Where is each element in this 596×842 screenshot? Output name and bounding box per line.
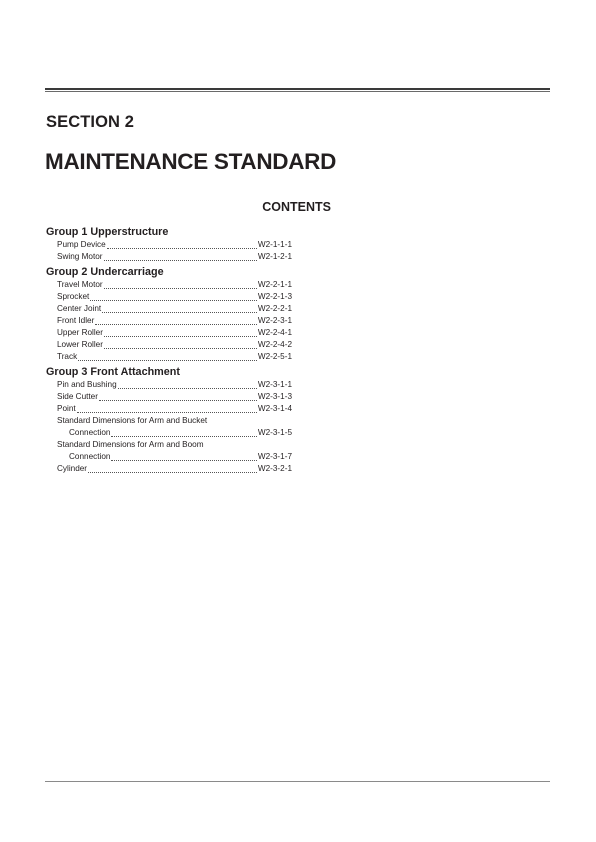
header-rule-thin: [45, 91, 550, 92]
dot-leader: [118, 382, 257, 389]
dot-leader: [102, 306, 257, 313]
entry-label: Track: [57, 352, 78, 361]
contents-heading: CONTENTS: [262, 200, 331, 214]
toc-group-3: [46, 366, 292, 475]
entry-page: W2-1-2-1: [257, 252, 292, 261]
dot-leader: [104, 342, 257, 349]
dot-leader: [90, 294, 257, 301]
toc-entry-upper-roller[interactable]: [46, 327, 292, 339]
dot-leader: [77, 406, 257, 413]
entry-page: W2-3-1-5: [257, 428, 292, 437]
toc-entry-sprocket[interactable]: [46, 291, 292, 303]
toc-entry-side-cutter[interactable]: [46, 391, 292, 403]
entry-label: Center Joint: [57, 304, 102, 313]
entry-page: W2-3-2-1: [257, 464, 292, 473]
entry-page: W2-2-4-1: [257, 328, 292, 337]
entry-label: Pump Device: [57, 240, 106, 249]
toc-entry-front-idler[interactable]: [46, 315, 292, 327]
dot-leader: [107, 242, 257, 249]
entry-label: Upper Roller: [57, 328, 103, 337]
table-of-contents: [46, 226, 292, 475]
dot-leader: [95, 318, 257, 325]
footer-rule: [45, 781, 550, 782]
entry-page: W2-2-5-1: [257, 352, 292, 361]
group-title: Group 2 Undercarriage: [46, 266, 164, 278]
page-title: MAINTENANCE STANDARD: [45, 149, 337, 174]
toc-entry-pin-and-bushing[interactable]: [46, 379, 292, 391]
toc-entry-arm-bucket-connection[interactable]: [46, 427, 292, 439]
entry-page: W2-2-2-1: [257, 304, 292, 313]
entry-label: Cylinder: [57, 464, 88, 473]
entry-label: Front Idler: [57, 316, 95, 325]
dot-leader: [104, 330, 257, 337]
entry-page: W2-2-4-2: [257, 340, 292, 349]
dot-leader: [104, 254, 257, 261]
toc-entry-lower-roller[interactable]: [46, 339, 292, 351]
toc-entry-arm-bucket-dimensions[interactable]: [46, 415, 292, 427]
dot-leader: [111, 454, 256, 461]
group-title: Group 3 Front Attachment: [46, 366, 180, 378]
section-label: SECTION 2: [46, 113, 135, 131]
entry-label-continued: Connection: [69, 452, 111, 461]
header-rule: [45, 88, 550, 90]
entry-label: Standard Dimensions for Arm and Bucket: [57, 416, 208, 425]
entry-label: Sprocket: [57, 292, 90, 301]
entry-page: W2-2-3-1: [257, 316, 292, 325]
entry-page: W2-3-1-4: [257, 404, 292, 413]
entry-label: Standard Dimensions for Arm and Boom: [57, 440, 204, 449]
toc-entry-arm-boom-connection[interactable]: [46, 451, 292, 463]
dot-leader: [104, 282, 257, 289]
toc-entry-arm-boom-dimensions[interactable]: [46, 439, 292, 451]
entry-label: Point: [57, 404, 76, 413]
toc-entry-pump-device[interactable]: [46, 239, 292, 251]
toc-entry-cylinder[interactable]: [46, 463, 292, 475]
entry-label: Side Cutter: [57, 392, 98, 401]
toc-entry-swing-motor[interactable]: [46, 251, 292, 263]
group-title: Group 1 Upperstructure: [46, 226, 169, 238]
entry-label: Swing Motor: [57, 252, 103, 261]
entry-label: Travel Motor: [57, 280, 103, 289]
entry-label: Lower Roller: [57, 340, 103, 349]
entry-page: W2-1-1-1: [257, 240, 292, 249]
entry-page: W2-2-1-1: [257, 280, 292, 289]
toc-entry-track[interactable]: [46, 351, 292, 363]
dot-leader: [78, 354, 257, 361]
entry-page: W2-2-1-3: [257, 292, 292, 301]
toc-group-1: [46, 226, 292, 263]
entry-page: W2-3-1-7: [257, 452, 292, 461]
entry-page: W2-3-1-3: [257, 392, 292, 401]
toc-entry-center-joint[interactable]: [46, 303, 292, 315]
toc-entry-travel-motor[interactable]: [46, 279, 292, 291]
toc-entry-point[interactable]: [46, 403, 292, 415]
dot-leader: [88, 466, 257, 473]
toc-group-2: [46, 266, 292, 363]
entry-page: W2-3-1-1: [257, 380, 292, 389]
entry-label: Pin and Bushing: [57, 380, 117, 389]
dot-leader: [99, 394, 257, 401]
entry-label-continued: Connection: [69, 428, 111, 437]
dot-leader: [111, 430, 256, 437]
